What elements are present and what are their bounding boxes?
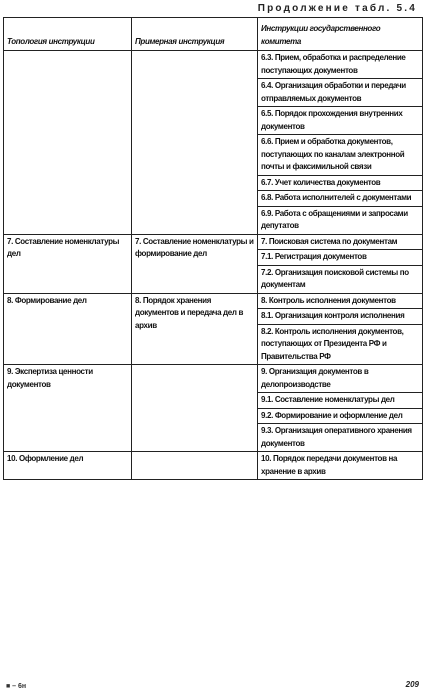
table-row: [4, 51, 423, 79]
table-cell: 8. Контроль исполнения документов: [258, 293, 423, 309]
table-cell: [4, 51, 132, 235]
table-cell: 7. Поисковая система по документам: [258, 234, 423, 250]
table-cell: 9. Организация документов в делопроизводстве: [258, 365, 423, 393]
table-cell: 9. Экспертиза ценности документов: [4, 365, 132, 452]
table-cell: 8. Формирование дел: [4, 293, 132, 365]
table-cell: 9.3. Организация оперативного хранения документов: [258, 424, 423, 452]
table-cell: 6.3. Прием, обработка и распределение поступающих документов: [258, 51, 423, 79]
table-caption: Продолжение табл. 5.4: [257, 3, 417, 14]
table-cell: 6.8. Работа исполнителей с документами: [258, 191, 423, 207]
table-row: [4, 234, 423, 250]
table-cell: [132, 51, 258, 235]
table-cell: [132, 452, 258, 480]
table-cell: 6.5. Порядок прохождения внутренних документов: [258, 107, 423, 135]
page-number: 209: [405, 680, 419, 689]
header-col-state-committee: Инструкции государственного комитета: [258, 18, 423, 51]
table-cell: 6.7. Учет количества документов: [258, 175, 423, 191]
table-cell: 9.2. Формирование и оформление дел: [258, 408, 423, 424]
table-cell: 7.1. Регистрация документов: [258, 250, 423, 266]
header-col-topology: Топология инструкции: [4, 18, 132, 51]
footer-mark: ■ – 6н: [6, 683, 27, 690]
table-header-row: [4, 18, 423, 51]
table-cell: 10. Оформление дел: [4, 452, 132, 480]
table-cell: 8.2. Контроль исполнения документов, поступающих от Президента РФ и Правительства РФ: [258, 324, 423, 365]
table-cell: 9.1. Составление номенклатуры дел: [258, 393, 423, 409]
table-cell: [132, 365, 258, 452]
table-cell: 7. Составление номенклатуры дел: [4, 234, 132, 293]
table-cell: 6.6. Прием и обработка документов, поступающих по каналам электронной почты и факсимильной связи: [258, 135, 423, 176]
table-cell: 8. Порядок хранения документов и передача дел в архив: [132, 293, 258, 365]
table-cell: 7.2. Организация поисковой системы по документам: [258, 265, 423, 293]
header-col-sample: Примерная инструкция: [132, 18, 258, 51]
table-cell: 8.1. Организация контроля исполнения: [258, 309, 423, 325]
table-row: [4, 293, 423, 309]
table-cell: 6.9. Работа с обращениями и запросами депутатов: [258, 206, 423, 234]
comparison-table: [3, 17, 423, 480]
table-row: [4, 365, 423, 393]
table-cell: 6.4. Организация обработки и передачи отправляемых документов: [258, 79, 423, 107]
table-cell: 7. Составление номенклатуры и формирование дел: [132, 234, 258, 293]
table-cell: 10. Порядок передачи документов на хранение в архив: [258, 452, 423, 480]
table-row: [4, 452, 423, 480]
